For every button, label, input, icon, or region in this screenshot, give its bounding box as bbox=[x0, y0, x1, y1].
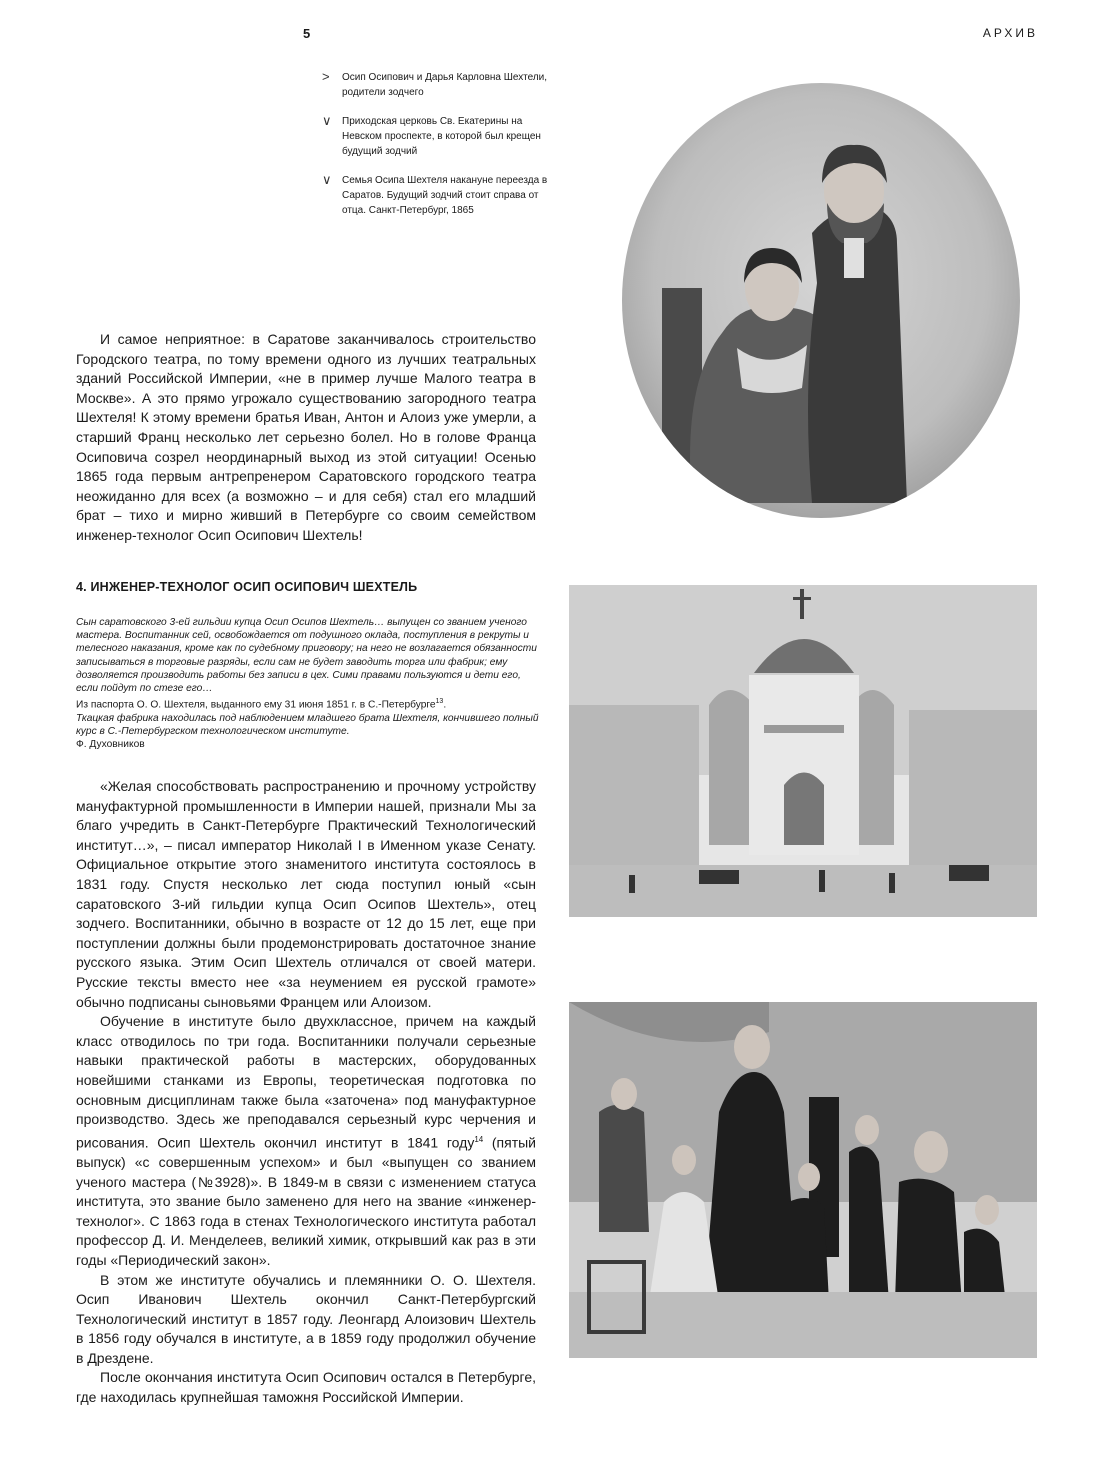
page-number: 5 bbox=[303, 26, 311, 41]
caption-parents bbox=[318, 70, 558, 100]
parents-portrait bbox=[622, 83, 1020, 518]
paragraph: После окончания института Осип Осипович остался в Петербурге, где находилась крупнейшая таможня Российской Империи. bbox=[76, 1369, 536, 1406]
intro-paragraph: И самое неприятное: в Саратове заканчивалось строительство Городского театра, по тому времени одного из лучших театральных зданий Российской Империи, «не в пример лучше Малого театра в Москве». А это прямо угрожало существованию загородного театра Шехтеля! К этому времени братья Иван, Антон и Алоиз уже умерли, а старший Франц несколько лет серьезно болел. Но в голове Франца Осиповича созрел неординарный выход из этой ситуации! Осенью 1865 года первым антрепренером Саратовского городского театра неожиданно для всех (а возможно – и для себя) стал его младший брат – тихо и мирно живший в Петербурге со своим семейством инженер-технолог Осип Осипович Шехтель! bbox=[76, 331, 536, 543]
paragraph-part: (пятый выпуск) «с совершенным успехом» и был «выпущен со званием ученого мастера (№3928)». В 1849-м в связи с изменением статуса института, это звание было заменено для него на звание «инженер-технолог». С 1863 года в стенах Технологического института работал профессор Д. И. Менделеев, великий химик, открывший как раз в эти годы «Периодический закон». bbox=[76, 1134, 537, 1268]
paragraph bbox=[76, 1012, 536, 1270]
epigraph-quote-2: Ткацкая фабрика находилась под наблюдением младшего брата Шехтеля, кончившего полный курс в С.-Петербургском технологическом институте. bbox=[76, 712, 539, 738]
footnote-ref: 14 bbox=[474, 1134, 484, 1144]
epigraph-source-text: Из паспорта О. О. Шехтеля, выданного ему 31 июня 1851 г. в С.-Петербурге bbox=[76, 699, 436, 711]
paragraph: В этом же институте обучались и племянники О. О. Шехтеля. Осип Иванович Шехтель окончил Санкт-Петербургский Технологический институт в 1857 году. Леонгард Алоизович Шехтель в 1856 году обучался в институте, а в 1859 году продолжил обучение в Дрездене. bbox=[76, 1271, 536, 1366]
epigraph-author: Ф. Духовников bbox=[76, 739, 145, 751]
caption-text: Семья Осипа Шехтеля накануне переезда в Саратов. Будущий зодчий стоит справа от отца. Санкт-Петербург, 1865 bbox=[342, 175, 548, 216]
paragraph: «Желая способствовать распространению и прочному устройству мануфактурной промышленности в Империи нашей, признали Мы за благо учредить в Санкт-Петербурге Практический Технологический институт…», – писал император Николай I в Именном указе Сенату. Официальное открытие этого знаменитого института состоялось в 1831 году. Спустя несколько лет сюда поступил юный «сын саратовского 3-ий гильдии купца Осип Осипов Шехтель», отец зодчего. Воспитанники, обычно в возрасте от 12 до 15 лет, еще при поступлении должны были продемонстрировать достаточное знание русского языка. Этим Осип Шехтель отличался от своей матери. Русские тексты вместо нее «за неумением ея русской грамоте» обычно подписаны сыновьями Францем или Алоизом. bbox=[76, 778, 536, 1010]
caption-family bbox=[318, 173, 558, 218]
section-heading: 4. ИНЖЕНЕР-ТЕХНОЛОГ ОСИП ОСИПОВИЧ ШЕХТЕЛЬ bbox=[76, 580, 418, 594]
intro-text bbox=[76, 330, 536, 546]
footnote-ref: 13 bbox=[435, 698, 444, 706]
epigraph-source-end: . bbox=[443, 699, 447, 711]
caption-text: Осип Осипович и Дарья Карловна Шехтели, родители зодчего bbox=[342, 72, 548, 98]
epigraph bbox=[76, 616, 542, 751]
main-text bbox=[76, 777, 536, 1408]
epigraph-source bbox=[76, 695, 542, 712]
paragraph-part: Обучение в институте было двухклассное, причем на каждый класс отводилось по три года. Воспитанники получали серьезные навыки практической работы в мастерских, оборудованных новейшими станками из Европы, теоретическая подготовка по основным дисциплинам также была «заточена» под мануфактурное производство. Здесь же преподавался серьезный курс черчения и рисования. Осип Шехтель окончил институт в 1841 году bbox=[76, 1013, 536, 1151]
family-photograph bbox=[569, 1002, 1037, 1358]
caption-text: Приходская церковь Св. Екатерины на Невском проспекте, в которой был крещен будущий зодчий bbox=[342, 116, 541, 157]
caption-church bbox=[318, 114, 558, 159]
arrow-right-icon: > bbox=[322, 69, 330, 84]
section-label: АРХИВ bbox=[982, 26, 1038, 40]
arrow-down-icon: ∨ bbox=[322, 113, 332, 128]
epigraph-quote: Сын саратовского 3-ей гильдии купца Осип Осипов Шехтель… выпущен со званием ученого мастера. Воспитанник сей, освобождается от подушного оклада, поступления в рекруты и телесного наказания, кроме как по судебному приговору; на него не возлагается обязанности записываться в торговые разряды, если сам не будет заводить торга или фабрик; ему дозволяется производить работы без записи в цех. Сими правами пользуются и дети его, если пойдут по стезе его… bbox=[76, 617, 537, 695]
arrow-down-icon: ∨ bbox=[322, 172, 332, 187]
church-engraving bbox=[569, 585, 1037, 917]
photo-captions bbox=[318, 70, 558, 232]
